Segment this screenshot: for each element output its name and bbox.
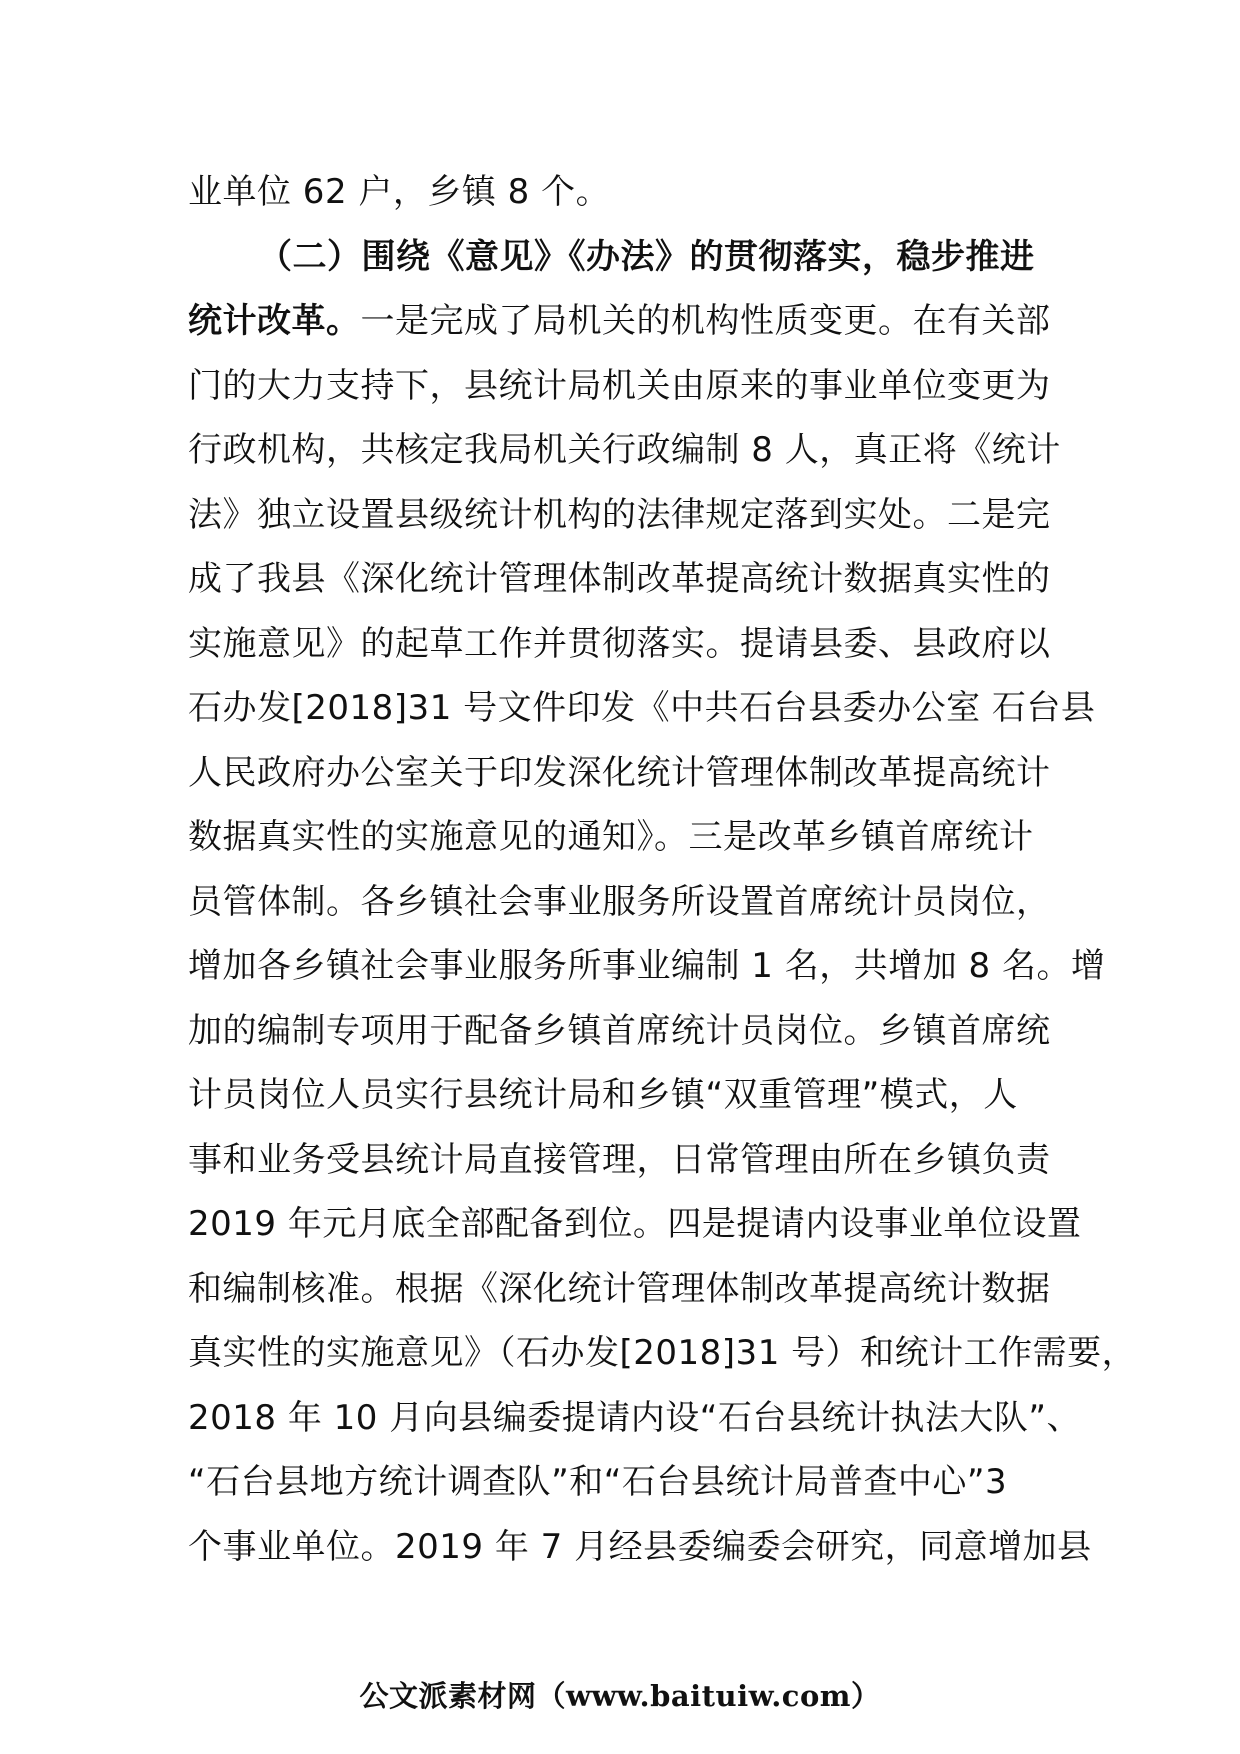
paragraph-line-3-text: 一是完成了局机关的机构性质变更。在有关部	[360, 301, 1051, 341]
paragraph-line-19: 真实性的实施意见》（石办发[2018]31 号）和统计工作需要，	[188, 1333, 1137, 1373]
section-heading-line-1: （二）围绕《意见》《办法》的贯彻落实，稳步推进	[258, 236, 1035, 277]
paragraph-line-9: 石办发[2018]31 号文件印发《中共石台县委办公室 石台县	[188, 688, 1096, 728]
paragraph-line-13: 增加各乡镇社会事业服务所事业编制 1 名，共增加 8 名。增	[188, 946, 1106, 986]
paragraph-line-18: 和编制核准。根据《深化统计管理体制改革提高统计数据	[188, 1268, 1051, 1309]
paragraph-line-11: 数据真实性的实施意见的通知》。三是改革乡镇首席统计	[188, 817, 1034, 857]
section-heading-line-2: 统计改革。	[188, 301, 361, 341]
paragraph-line-20: 2018 年 10 月向县编委提请内设“石台县统计执法大队”、	[188, 1397, 1081, 1438]
paragraph-line-7: 成了我县《深化统计管理体制改革提高统计数据真实性的	[188, 559, 1051, 599]
paragraph-line-15: 计员岗位人员实行县统计局和乡镇“双重管理”模式，人	[188, 1075, 1018, 1115]
body-text	[188, 160, 1137, 1579]
paragraph-line-4: 门的大力支持下，县统计局机关由原来的事业单位变更为	[188, 365, 1051, 406]
footer-watermark: 公文派素材网（www.baituiw.com）	[359, 1679, 881, 1713]
paragraph-line-10: 人民政府办公室关于印发深化统计管理体制改革提高统计	[188, 752, 1051, 793]
paragraph-line-16: 事和业务受县统计局直接管理，日常管理由所在乡镇负责	[188, 1139, 1051, 1180]
paragraph-line-12: 员管体制。各乡镇社会事业服务所设置首席统计员岗位，	[188, 881, 1051, 922]
paragraph-line-22: 个事业单位。2019 年 7 月经县委编委会研究，同意增加县	[188, 1526, 1092, 1567]
paragraph-line-21: “石台县地方统计调查队”和“石台县统计局普查中心”3	[188, 1462, 1008, 1502]
paragraph-line-3	[188, 289, 1068, 354]
paragraph-line-6: 法》独立设置县级统计机构的法律规定落到实处。二是完	[188, 494, 1051, 535]
paragraph-line-14: 加的编制专项用于配备乡镇首席统计员岗位。乡镇首席统	[188, 1010, 1051, 1051]
paragraph-line-5: 行政机构，共核定我局机关行政编制 8 人，真正将《统计	[188, 430, 1061, 470]
paragraph-line-17: 2019 年元月底全部配备到位。四是提请内设事业单位设置	[188, 1204, 1082, 1244]
paragraph-line-8: 实施意见》的起草工作并贯彻落实。提请县委、县政府以	[188, 623, 1051, 664]
paragraph-line-1: 业单位 62 户，乡镇 8 个。	[188, 172, 611, 212]
